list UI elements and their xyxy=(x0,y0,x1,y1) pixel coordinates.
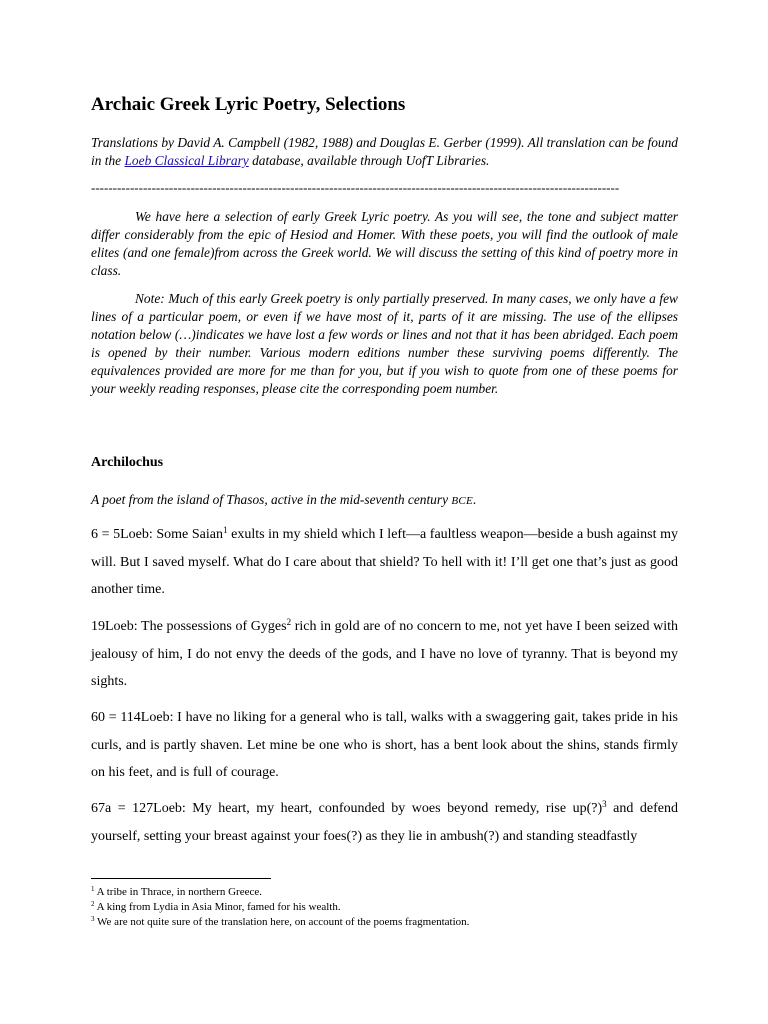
intro-paragraph: We have here a selection of early Greek Lyric poetry. As you will see, the tone and subject matter differ considerably from the epic of Hesiod and Homer. With these poets, you will find the outlook of male elites (and one female)from across the Greek world. We will discuss the setting of this kind of poetry more in class. xyxy=(91,209,678,278)
poem-text-cont: rich in gold are of no concern to me, not yet have I been seized with jealousy of him, I do not envy the deeds of the gods, and I have no love of tyranny. That is beyond my sights. xyxy=(91,619,678,689)
note-paragraph: Note: Much of this early Greek poetry is only partially preserved. In many cases, we only have a few lines of a particular poem, or even if we have most of it, parts of it are missing. The use of the ellipses notation below (…)indicates we have lost a few words or lines and not that it has been abridged. Each poem is opened by their number. Various modern editions number these surviving poems differently. The equivalences provided are more for me than for you, but if you wish to quote from one of these poems for your weekly reading responses, please cite the corresponding poem number. xyxy=(91,291,678,396)
poem-entry xyxy=(91,521,678,604)
poem-entry xyxy=(91,613,678,696)
poem-text: 60 = 114Loeb: I have no liking for a general who is tall, walks with a swaggering gait, takes pride in his curls, and is partly shaven. Let mine be one who is short, has a bent look about the shins, stands firmly on his feet, and is full of courage. xyxy=(91,710,678,780)
poet-description-text: A poet from the island of Thasos, active in the mid-seventh century xyxy=(91,492,452,507)
translation-credits xyxy=(91,134,678,170)
footnote xyxy=(91,885,678,900)
footnote-text: A tribe in Thrace, in northern Greece. xyxy=(94,886,262,898)
footnote-ref[interactable]: 3 xyxy=(602,799,607,809)
poet-description-end: . xyxy=(473,492,477,507)
poem-text-cont: exults in my shield which I left—a faultless weapon—beside a bush against my will. But I saved myself. What do I care about that shield? To hell with it! I’ll get one that’s just as good another time. xyxy=(91,527,679,597)
poem-text: 19Loeb: The possessions of Gyges xyxy=(91,619,287,634)
footnote-text: We are not quite sure of the translation here, on account of the poems fragmentation. xyxy=(94,916,470,928)
footnote xyxy=(91,900,678,915)
era-label: BCE xyxy=(451,495,474,507)
footnote-ref[interactable]: 2 xyxy=(286,617,292,627)
footnote-number: 2 xyxy=(91,900,95,908)
section-heading: Archilochus xyxy=(91,455,164,470)
poet-description xyxy=(91,490,678,511)
loeb-library-link[interactable]: Loeb Classical Library xyxy=(124,153,249,168)
footnote-text: A king from Lydia in Asia Minor, famed for his wealth. xyxy=(94,901,341,913)
poem-entry xyxy=(91,704,678,787)
credits-text: Translations by David A. Campbell (1982, 1988) and Douglas E. Gerber (1999). All translation can be found in the xyxy=(91,135,678,168)
footnote-number: 3 xyxy=(91,915,95,923)
footnote-rule xyxy=(91,878,271,879)
footnote-number: 1 xyxy=(91,885,95,893)
poem-text: 67a = 127Loeb: My heart, my heart, confounded by woes beyond remedy, rise up(?) xyxy=(91,801,603,816)
poem-text-cont: and defend yourself, setting your breast against your foes(?) as they lie in ambush(?) and standing steadfastly xyxy=(91,801,678,844)
separator-line: -------------------------------------------------------------------------------------------------------------------------- xyxy=(91,180,620,195)
footnote xyxy=(91,915,678,930)
document-title: Archaic Greek Lyric Poetry, Selections xyxy=(91,94,406,115)
poem-entry xyxy=(91,795,678,850)
poem-text: 6 = 5Loeb: Some Saian xyxy=(91,527,223,542)
footnotes xyxy=(91,885,678,930)
credits-text-end: database, available through UofT Libraries. xyxy=(248,153,490,168)
footnote-ref[interactable]: 1 xyxy=(223,525,228,535)
